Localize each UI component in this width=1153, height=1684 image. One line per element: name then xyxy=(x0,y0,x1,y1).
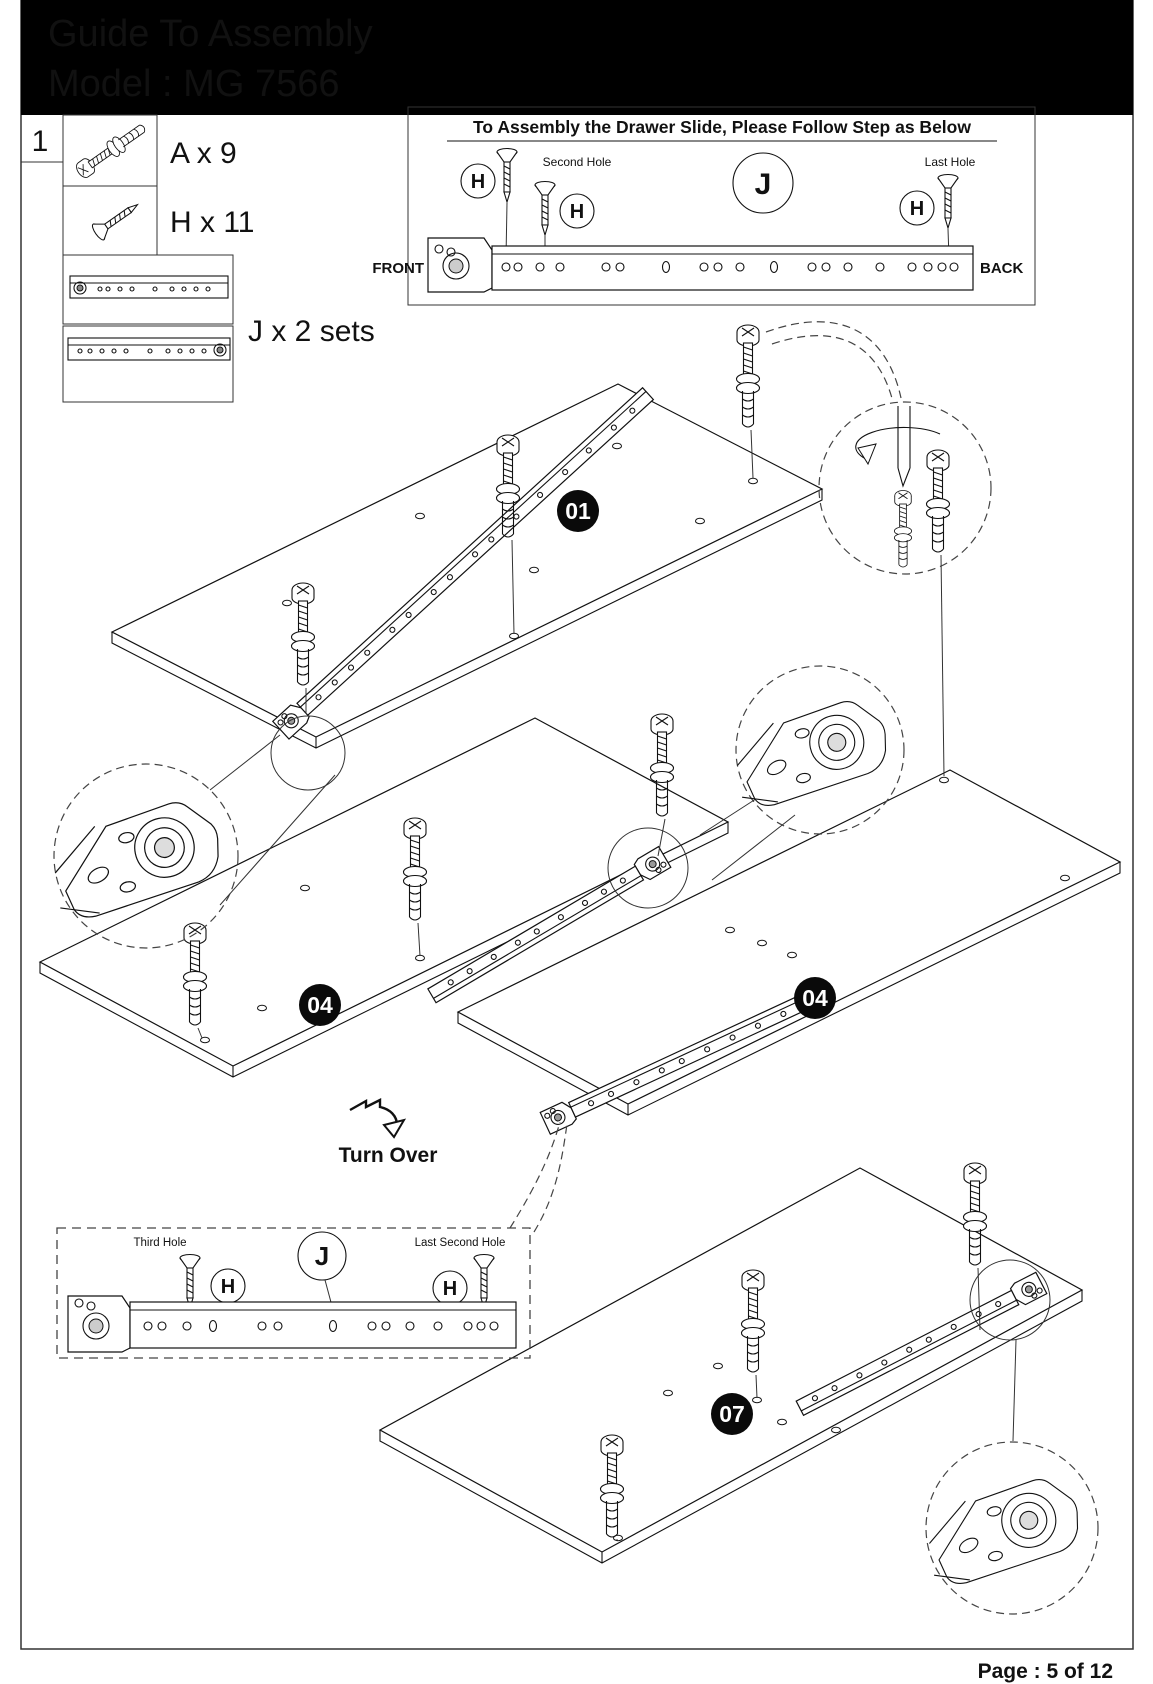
h-circle-label: H xyxy=(909,198,925,220)
badge-01 xyxy=(557,490,599,532)
back-label: BACK xyxy=(980,260,1024,277)
page-title: Guide To Assembly xyxy=(48,13,373,55)
page-number: Page : 5 of 12 xyxy=(977,1660,1113,1683)
badge-04-right xyxy=(794,977,836,1019)
turn-over-label: Turn Over xyxy=(338,1144,438,1167)
badge-04-left xyxy=(299,984,341,1026)
h-circle-label: H xyxy=(470,171,486,193)
j-circle-label: J xyxy=(754,168,772,201)
svg-text:04: 04 xyxy=(802,985,828,1011)
last-second-hole-label: Last Second Hole xyxy=(414,1237,506,1249)
svg-text:01: 01 xyxy=(565,498,591,524)
model-number: Model : MG 7566 xyxy=(48,63,340,105)
part-h-count: H x 11 xyxy=(170,206,255,239)
h-circle-label: H xyxy=(569,201,585,223)
drawer-slide-diagram xyxy=(68,1296,516,1352)
instruction-title: To Assembly the Drawer Slide, Please Follow Step as Below xyxy=(473,117,971,137)
third-hole-label: Third Hole xyxy=(133,1237,187,1249)
part-a-count: A x 9 xyxy=(170,137,237,170)
j-circle-label: J xyxy=(314,1241,330,1271)
badge-07 xyxy=(711,1393,753,1435)
front-label: FRONT xyxy=(372,260,424,277)
last-hole-label: Last Hole xyxy=(924,155,976,169)
step-number: 1 xyxy=(31,125,49,158)
h-circle-label: H xyxy=(442,1278,458,1300)
svg-text:04: 04 xyxy=(307,992,333,1018)
second-hole-label: Second Hole xyxy=(542,155,612,169)
drawer-slide-diagram xyxy=(372,238,1023,292)
part-j-count: J x 2 sets xyxy=(248,315,375,348)
svg-text:07: 07 xyxy=(719,1401,745,1427)
h-circle-label: H xyxy=(220,1276,236,1298)
